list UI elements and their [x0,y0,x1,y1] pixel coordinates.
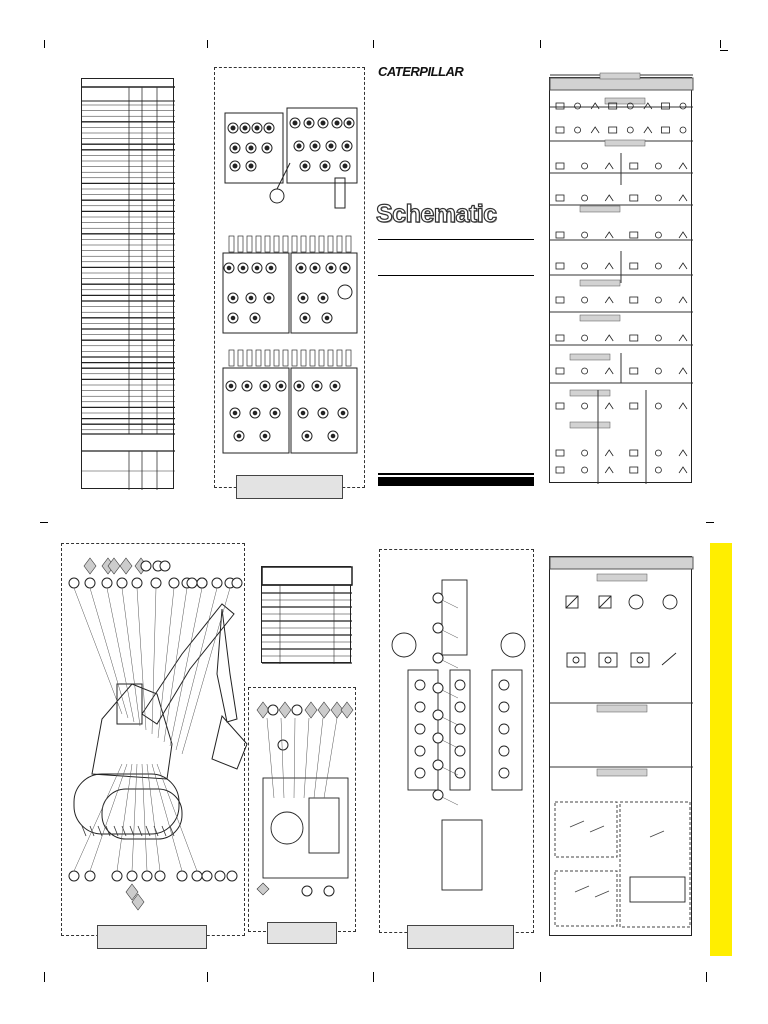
crop-mark [540,972,541,982]
excavator-illustration [62,544,246,937]
crop-mark [373,972,374,982]
pump-drawing [380,550,535,934]
crop-mark [540,40,541,48]
panel-caption-bar [267,922,337,944]
crop-mark [44,40,45,48]
machine-view-panel [61,543,245,936]
panel-caption-bar [236,475,343,499]
engine-detail-drawing [249,688,357,933]
control-valve-panel [214,67,365,488]
location-table [261,566,351,663]
panel-caption-bar [407,925,514,949]
crop-mark [720,50,728,51]
crop-mark [207,972,208,982]
cover-bottom-bar [378,477,534,486]
crop-mark [40,522,48,523]
hydraulic-symbol-grid [550,78,693,484]
crop-mark [706,972,707,982]
engine-detail-panel [248,687,356,932]
crop-mark [373,40,374,48]
electrical-symbol-grid [550,557,693,937]
panel-caption-bar [97,925,207,949]
pump-detail-panel [379,549,534,933]
crop-mark [706,522,714,523]
table-grid [82,79,175,490]
crop-mark [720,40,721,48]
control-valve-drawing [215,68,366,489]
cover-bottom-rule [378,473,534,475]
cover-title: Schematic [376,200,497,228]
crop-mark [207,40,208,48]
yellow-edge-tab [710,543,732,956]
location-table-grid [262,567,352,664]
component-table [81,78,174,489]
title-underline [378,239,534,240]
electrical-legend [549,556,692,936]
divider-line [378,275,534,276]
caterpillar-logo: CATERPILLAR [378,64,464,79]
symbols-legend [549,77,692,483]
crop-mark [44,972,45,982]
